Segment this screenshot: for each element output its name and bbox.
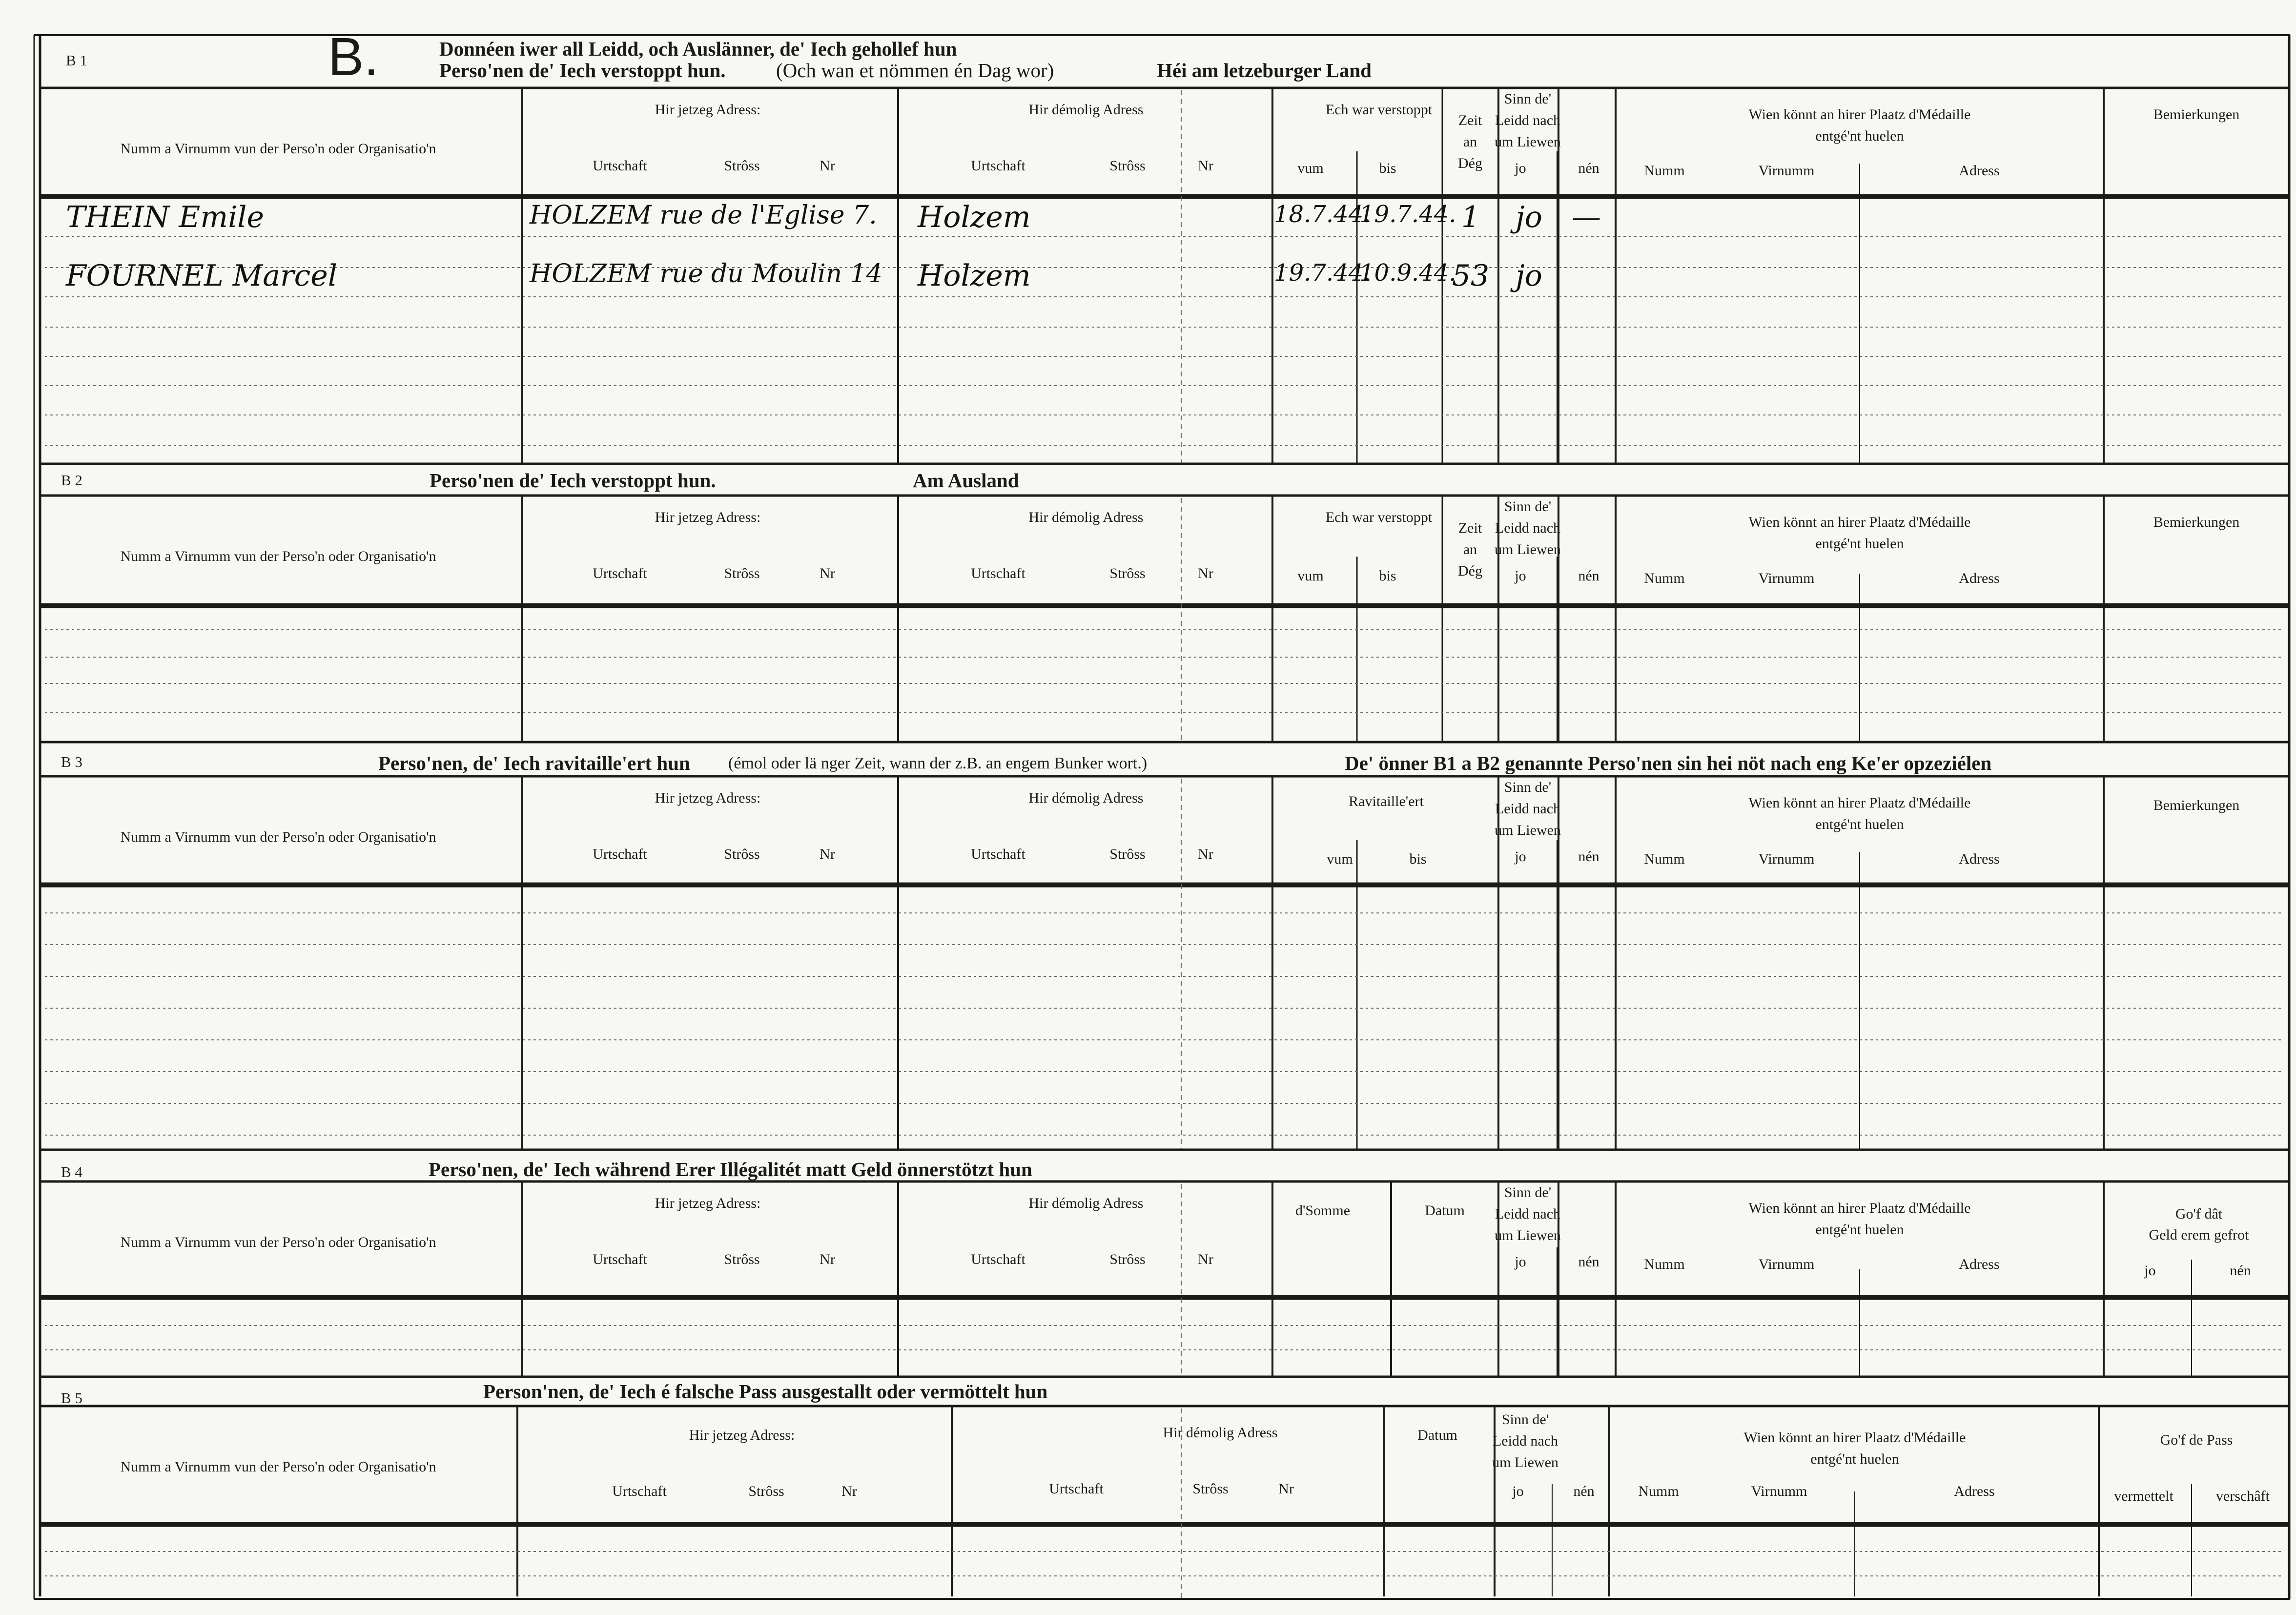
label-urtschaft: Urtschaft (612, 1483, 667, 1499)
label-numm: Numm (1644, 1256, 1685, 1272)
b1-row-1-hir-demolig: Holzem (918, 200, 1031, 234)
label-stross: Strôss (1109, 565, 1146, 581)
b1-row-2-bis: 10.9.44. (1359, 259, 1456, 287)
b3-code: B 3 (61, 753, 82, 770)
label-urtschaft: Urtschaft (971, 846, 1025, 862)
label-hir-jetzeg: Hir jetzeg Adress: (655, 102, 761, 118)
label-hir-jetzeg: Hir jetzeg Adress: (655, 509, 761, 525)
b3-title-a: Perso'nen, de' Iech ravitaille'ert hun (378, 752, 690, 774)
b1-title-line2a: Perso'nen de' Iech verstoppt hun. (439, 59, 726, 82)
b3-title-c: De' önner B1 a B2 genannte Perso'nen sin hei nöt nach eng Ke'er opzeziélen (1345, 752, 1992, 774)
label-nen: nén (1578, 568, 1599, 584)
label-nen: nén (1578, 1254, 1599, 1270)
label-jo: jo (1515, 1254, 1526, 1270)
label-adress: Adress (1959, 163, 2000, 179)
label-nr: Nr (1198, 846, 1213, 862)
label-nr: Nr (1198, 1251, 1213, 1267)
label-virnumm: Virnumm (1758, 163, 1815, 179)
label-numm-virnumm: Numm a Virnumm vun der Perso'n oder Organisatio'n (120, 1234, 436, 1250)
label-bis: bis (1379, 160, 1396, 176)
label-datum: Datum (1417, 1427, 1457, 1443)
label-datum: Datum (1425, 1202, 1465, 1219)
label-numm: Numm (1644, 163, 1685, 179)
label-stross: Strôss (748, 1483, 784, 1499)
label-virnumm: Virnumm (1751, 1483, 1807, 1499)
label-nr: Nr (1198, 565, 1213, 581)
label-nr: Nr (820, 565, 835, 581)
label-zeit: Zeit (1458, 520, 1482, 536)
label-um-liewen: um Liewen (1495, 134, 1561, 150)
label-leidd-nach: Leidd nach (1495, 112, 1561, 128)
label-hir-demolig: Hir démolig Adress (1028, 102, 1144, 118)
label-numm-virnumm: Numm a Virnumm vun der Perso'n oder Organisatio'n (120, 548, 436, 564)
label-urtschaft: Urtschaft (1049, 1481, 1104, 1497)
label-nr: Nr (841, 1483, 857, 1499)
label-ravitailleert: Ravitaille'ert (1349, 793, 1424, 809)
label-d-somme: d'Somme (1295, 1202, 1351, 1219)
b1-row-2-zeit: 53 (1452, 259, 1490, 293)
label-bemierkungen: Bemierkungen (2153, 797, 2240, 813)
label-leidd-nach: Leidd nach (1492, 1433, 1558, 1449)
label-sinn-de: Sinn de' (1504, 1184, 1552, 1201)
label-wien-line1: Wien könnt an hirer Plaatz d'Médaille (1748, 106, 1971, 123)
label-sinn-de: Sinn de' (1504, 498, 1552, 515)
label-adress: Adress (1959, 851, 2000, 867)
label-numm: Numm (1644, 570, 1685, 586)
label-wien-line2: entgé'nt huelen (1815, 536, 1904, 552)
label-wien-line2: entgé'nt huelen (1815, 1222, 1904, 1238)
label-adress: Adress (1954, 1483, 1995, 1499)
label-nr: Nr (1198, 158, 1213, 174)
b4-title: Perso'nen, de' Iech während Erer Illégalitét matt Geld önnerstötzt hun (429, 1158, 1032, 1180)
label-hir-demolig: Hir démolig Adress (1163, 1425, 1278, 1441)
label-urtschaft: Urtschaft (971, 565, 1025, 581)
label-numm-virnumm: Numm a Virnumm vun der Perso'n oder Organisatio'n (120, 141, 436, 157)
label-nr: Nr (820, 846, 835, 862)
label-urtschaft: Urtschaft (593, 565, 647, 581)
b1-title-line2c: Héi am letzeburger Land (1157, 59, 1372, 82)
label-urtschaft: Urtschaft (971, 158, 1025, 174)
label-wien-line2: entgé'nt huelen (1815, 816, 1904, 832)
b3-title-b: (émol oder lä nger Zeit, wann der z.B. an engem Bunker wort.) (728, 754, 1148, 772)
label-jo: jo (1515, 160, 1526, 176)
label-hir-demolig: Hir démolig Adress (1028, 509, 1144, 525)
label-nr: Nr (820, 1251, 835, 1267)
label-an: an (1463, 541, 1477, 558)
b1-row-2-jo: jo (1516, 259, 1542, 293)
label-bemierkungen: Bemierkungen (2153, 514, 2240, 530)
label-wien-line1: Wien könnt an hirer Plaatz d'Médaille (1743, 1429, 1966, 1446)
label-stross: Strôss (1109, 158, 1146, 174)
b5-title: Person'nen, de' Iech é falsche Pass ausgestallt oder vermöttelt hun (483, 1380, 1048, 1403)
label-virnumm: Virnumm (1758, 570, 1815, 586)
label-nen: nén (1578, 160, 1599, 176)
b1-row-1-hir-jetzeg: HOLZEM rue de l'Eglise 7. (530, 201, 877, 230)
b1-row-1-zeit: 1 (1461, 200, 1480, 234)
label-hir-jetzeg: Hir jetzeg Adress: (655, 1195, 761, 1211)
label-urtschaft: Urtschaft (593, 158, 647, 174)
label-stross: Strôss (724, 565, 760, 581)
label-jo: jo (1512, 1483, 1524, 1499)
b1-row-2-name: FOURNEL Marcel (66, 259, 337, 293)
label-um-liewen: um Liewen (1495, 822, 1561, 838)
label-vermettelt: vermettelt (2114, 1488, 2173, 1504)
label-nen: nén (1573, 1483, 1595, 1499)
b1-row-1-vum: 18.7.44. (1274, 201, 1371, 228)
b1-code: B 1 (66, 52, 87, 69)
label-nen: nén (2230, 1263, 2251, 1279)
label-wien-line1: Wien könnt an hirer Plaatz d'Médaille (1748, 514, 1971, 530)
label-numm: Numm (1644, 851, 1685, 867)
label-hir-jetzeg: Hir jetzeg Adress: (655, 790, 761, 806)
label-jo: jo (1515, 568, 1526, 584)
label-bis: bis (1409, 851, 1427, 867)
label-stross: Strôss (724, 1251, 760, 1267)
b1-row-1-name: THEIN Emile (66, 200, 264, 234)
label-um-liewen: um Liewen (1495, 541, 1561, 558)
label-hir-demolig: Hir démolig Adress (1028, 790, 1144, 806)
b1-row-2-hir-jetzeg: HOLZEM rue du Moulin 14 (530, 259, 882, 289)
b2-code: B 2 (61, 472, 82, 489)
form-letter: B. (328, 27, 379, 87)
b1-row-1-nen: — (1572, 200, 1601, 234)
label-numm-virnumm: Numm a Virnumm vun der Perso'n oder Organisatio'n (120, 829, 436, 845)
b1-title-line1: Donnéen iwer all Leidd, och Auslänner, de' Iech gehollef hun (439, 38, 957, 60)
label-vum: vum (1297, 568, 1324, 584)
b4-code: B 4 (61, 1163, 82, 1180)
label-stross: Strôss (724, 846, 760, 862)
label-wien-line1: Wien könnt an hirer Plaatz d'Médaille (1748, 795, 1971, 811)
label-vum: vum (1297, 160, 1324, 176)
label-deg: Dég (1458, 155, 1482, 171)
b2-title: Perso'nen de' Iech verstoppt hun. (430, 469, 716, 492)
label-gof-dat: Go'f dât (2175, 1206, 2223, 1222)
label-adress: Adress (1959, 570, 2000, 586)
label-vum: vum (1327, 851, 1353, 867)
label-adress: Adress (1959, 1256, 2000, 1272)
label-sinn-de: Sinn de' (1504, 91, 1552, 107)
label-numm-virnumm: Numm a Virnumm vun der Perso'n oder Organisatio'n (120, 1459, 436, 1475)
label-nr: Nr (1278, 1481, 1294, 1497)
label-leidd-nach: Leidd nach (1495, 1206, 1561, 1222)
label-bemierkungen: Bemierkungen (2153, 106, 2240, 123)
label-wien-line2: entgé'nt huelen (1815, 128, 1904, 144)
label-virnumm: Virnumm (1758, 851, 1815, 867)
b1-row-1-jo: jo (1516, 200, 1542, 234)
label-urtschaft: Urtschaft (593, 846, 647, 862)
label-geld-erem-gefrot: Geld erem gefrot (2149, 1227, 2249, 1243)
label-ech-war-verstoppt: Ech war verstoppt (1325, 102, 1433, 118)
label-deg: Dég (1458, 563, 1482, 579)
b1-row-2-vum: 19.7.44. (1274, 259, 1371, 287)
label-nr: Nr (820, 158, 835, 174)
label-stross: Strôss (1109, 846, 1146, 862)
label-jo: jo (2144, 1263, 2156, 1279)
label-bis: bis (1379, 568, 1396, 584)
b1-row-2-hir-demolig: Holzem (918, 259, 1031, 293)
label-ech-war-verstoppt: Ech war verstoppt (1325, 509, 1433, 525)
label-wien-line2: entgé'nt huelen (1810, 1451, 1899, 1467)
label-urtschaft: Urtschaft (971, 1251, 1025, 1267)
label-leidd-nach: Leidd nach (1495, 801, 1561, 817)
label-hir-demolig: Hir démolig Adress (1028, 1195, 1144, 1211)
b1-title-line2b: (Och wan et nömmen én Dag wor) (776, 59, 1054, 82)
label-an: an (1463, 134, 1477, 150)
b2-title-b: Am Ausland (913, 469, 1019, 492)
label-jo: jo (1515, 849, 1526, 865)
label-stross: Strôss (1192, 1481, 1229, 1497)
label-stross: Strôss (724, 158, 760, 174)
b5-code: B 5 (61, 1389, 82, 1407)
label-gof-de-pass: Go'f de Pass (2160, 1432, 2233, 1448)
label-sinn-de: Sinn de' (1504, 779, 1552, 795)
label-nen: nén (1578, 849, 1599, 865)
label-virnumm: Virnumm (1758, 1256, 1815, 1272)
label-zeit: Zeit (1458, 112, 1482, 128)
label-um-liewen: um Liewen (1495, 1227, 1561, 1243)
label-verschaft: verschâft (2216, 1488, 2270, 1504)
label-hir-jetzeg-b5: Hir jetzeg Adress: (689, 1427, 795, 1443)
b1-row-1-bis: 19.7.44. (1359, 201, 1456, 228)
label-numm: Numm (1638, 1483, 1679, 1499)
label-stross: Strôss (1109, 1251, 1146, 1267)
label-um-liewen: um Liewen (1492, 1454, 1558, 1470)
label-wien-line1: Wien könnt an hirer Plaatz d'Médaille (1748, 1200, 1971, 1216)
label-sinn-de: Sinn de' (1501, 1411, 1549, 1428)
label-urtschaft: Urtschaft (593, 1251, 647, 1267)
label-leidd-nach: Leidd nach (1495, 520, 1561, 536)
